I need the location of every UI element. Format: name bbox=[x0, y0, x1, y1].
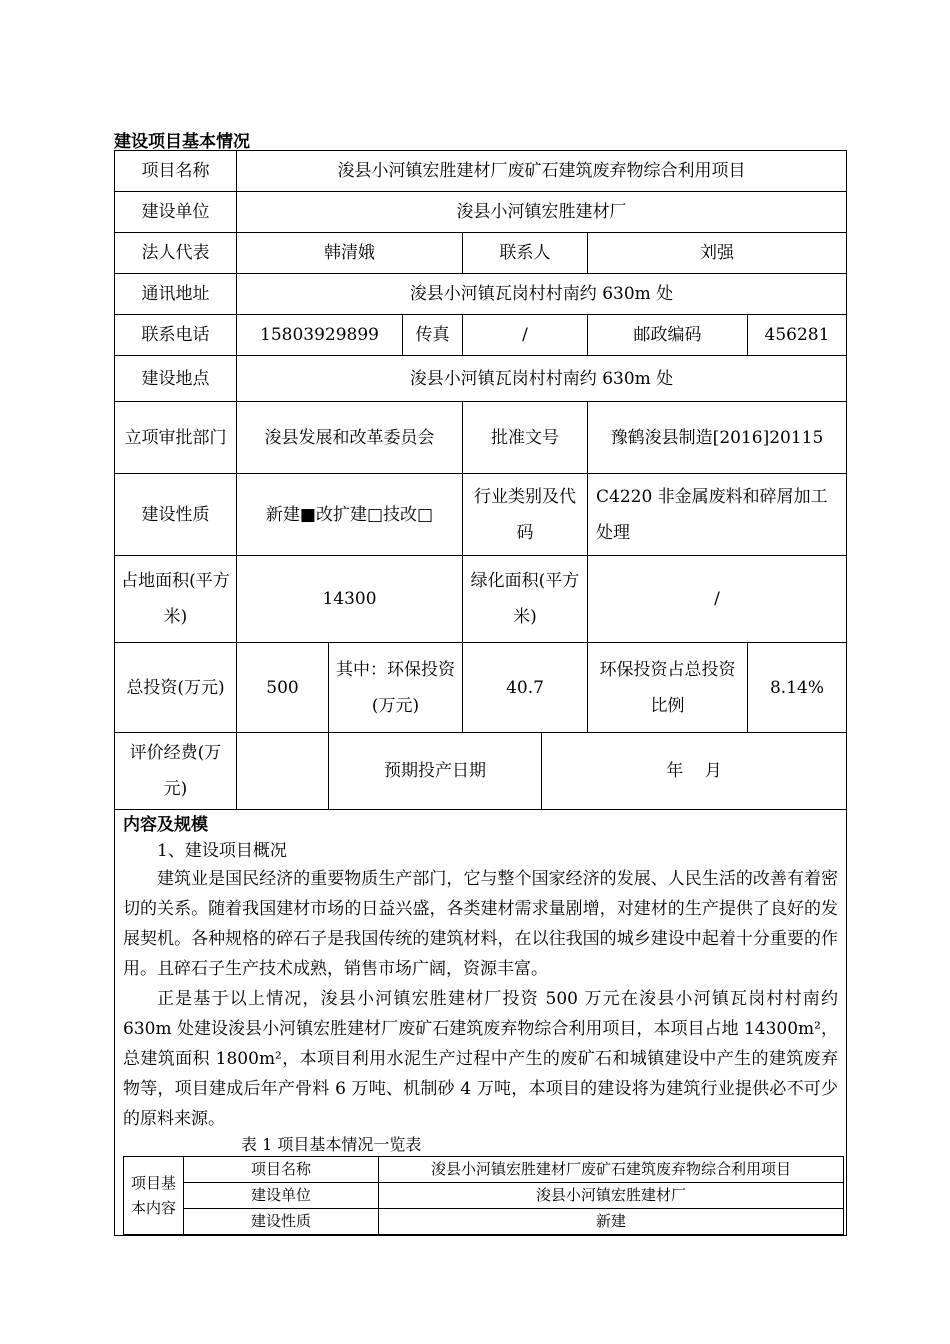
basic-info-table bbox=[114, 150, 847, 1236]
invest-value: 500 bbox=[237, 643, 329, 733]
env-invest-label: 其中：环保投资(万元) bbox=[329, 643, 463, 733]
summary-key: 建设性质 bbox=[184, 1209, 379, 1235]
eval-value bbox=[237, 733, 329, 810]
industry-label: 行业类别及代码 bbox=[463, 474, 588, 556]
approval-no-label: 批准文号 bbox=[463, 402, 588, 474]
unit-label: 建设单位 bbox=[115, 192, 237, 233]
summary-group-label: 项目基本内容 bbox=[124, 1157, 184, 1235]
content-section bbox=[115, 810, 847, 1236]
eval-label: 评价经费(万元) bbox=[115, 733, 237, 810]
contact-value: 刘强 bbox=[588, 233, 847, 274]
nature-value: 新建■改扩建□技改□ bbox=[237, 474, 463, 556]
postcode-label: 邮政编码 bbox=[588, 315, 748, 356]
env-invest-value: 40.7 bbox=[463, 643, 588, 733]
fax-label: 传真 bbox=[403, 315, 463, 356]
site-value: 浚县小河镇瓦岗村村南约 630m 处 bbox=[237, 356, 847, 402]
approval-no-value: 豫鹤浚县制造[2016]20115 bbox=[588, 402, 847, 474]
fax-value: / bbox=[463, 315, 588, 356]
area-value: 14300 bbox=[237, 556, 463, 643]
area-label: 占地面积(平方米) bbox=[115, 556, 237, 643]
phone-value: 15803929899 bbox=[237, 315, 403, 356]
postcode-value: 456281 bbox=[748, 315, 847, 356]
summary-key: 建设单位 bbox=[184, 1183, 379, 1209]
content-paragraph-2: 正是基于以上情况，浚县小河镇宏胜建材厂投资 500 万元在浚县小河镇瓦岗村村南约 630m 处建设浚县小河镇宏胜建材厂废矿石建筑废弃物综合利用项目，本项目占地 14300m²，总建筑面积 1800m²，本项目利用水泥生产过程中产生的废矿石和城镇建设中产生的建筑废弃物等，项目建成后年产骨料 6 万吨、机制砂 4 万吨，本项目的建设将为建筑行业提供必不可少的原料来源。 bbox=[123, 989, 838, 1129]
approval-dept-label: 立项审批部门 bbox=[115, 402, 237, 474]
address-label: 通讯地址 bbox=[115, 274, 237, 315]
content-paragraph-1: 建筑业是国民经济的重要物质生产部门，它与整个国家经济的发展、人民生活的改善有着密切的关系。随着我国建材市场的日益兴盛，各类建材需求量剧增，对建材的生产提供了良好的发展契机。各种规格的碎石子是我国传统的建筑材料，在以往我国的城乡建设中起着十分重要的作用。且碎石子生产技术成熟，销售市场广阔，资源丰富。 bbox=[123, 869, 838, 979]
content-subheading: 1、建设项目概况 bbox=[157, 841, 287, 861]
summary-table bbox=[123, 1156, 844, 1235]
green-label: 绿化面积(平方米) bbox=[463, 556, 588, 643]
green-value: / bbox=[588, 556, 847, 643]
invest-label: 总投资(万元) bbox=[115, 643, 237, 733]
legal-rep-label: 法人代表 bbox=[115, 233, 237, 274]
summary-key: 项目名称 bbox=[184, 1157, 379, 1183]
address-value: 浚县小河镇瓦岗村村南约 630m 处 bbox=[237, 274, 847, 315]
industry-value: C4220 非金属废料和碎屑加工处理 bbox=[588, 474, 847, 556]
phone-label: 联系电话 bbox=[115, 315, 237, 356]
unit-value: 浚县小河镇宏胜建材厂 bbox=[237, 192, 847, 233]
project-name-value: 浚县小河镇宏胜建材厂废矿石建筑废弃物综合利用项目 bbox=[237, 151, 847, 192]
contact-label: 联系人 bbox=[463, 233, 588, 274]
prod-date-label: 预期投产日期 bbox=[329, 733, 542, 810]
project-name-label: 项目名称 bbox=[115, 151, 237, 192]
table-caption: 表 1 项目基本情况一览表 bbox=[241, 1135, 422, 1154]
summary-value: 新建 bbox=[379, 1209, 844, 1235]
summary-value: 浚县小河镇宏胜建材厂废矿石建筑废弃物综合利用项目 bbox=[379, 1157, 844, 1183]
site-label: 建设地点 bbox=[115, 356, 237, 402]
content-heading: 内容及规模 bbox=[123, 815, 208, 835]
nature-label: 建设性质 bbox=[115, 474, 237, 556]
ratio-label: 环保投资占总投资比例 bbox=[588, 643, 748, 733]
prod-date-value: 年 月 bbox=[542, 733, 847, 810]
legal-rep-value: 韩清娥 bbox=[237, 233, 463, 274]
page-title: 建设项目基本情况 bbox=[114, 132, 250, 152]
ratio-value: 8.14% bbox=[748, 643, 847, 733]
summary-value: 浚县小河镇宏胜建材厂 bbox=[379, 1183, 844, 1209]
approval-dept-value: 浚县发展和改革委员会 bbox=[237, 402, 463, 474]
